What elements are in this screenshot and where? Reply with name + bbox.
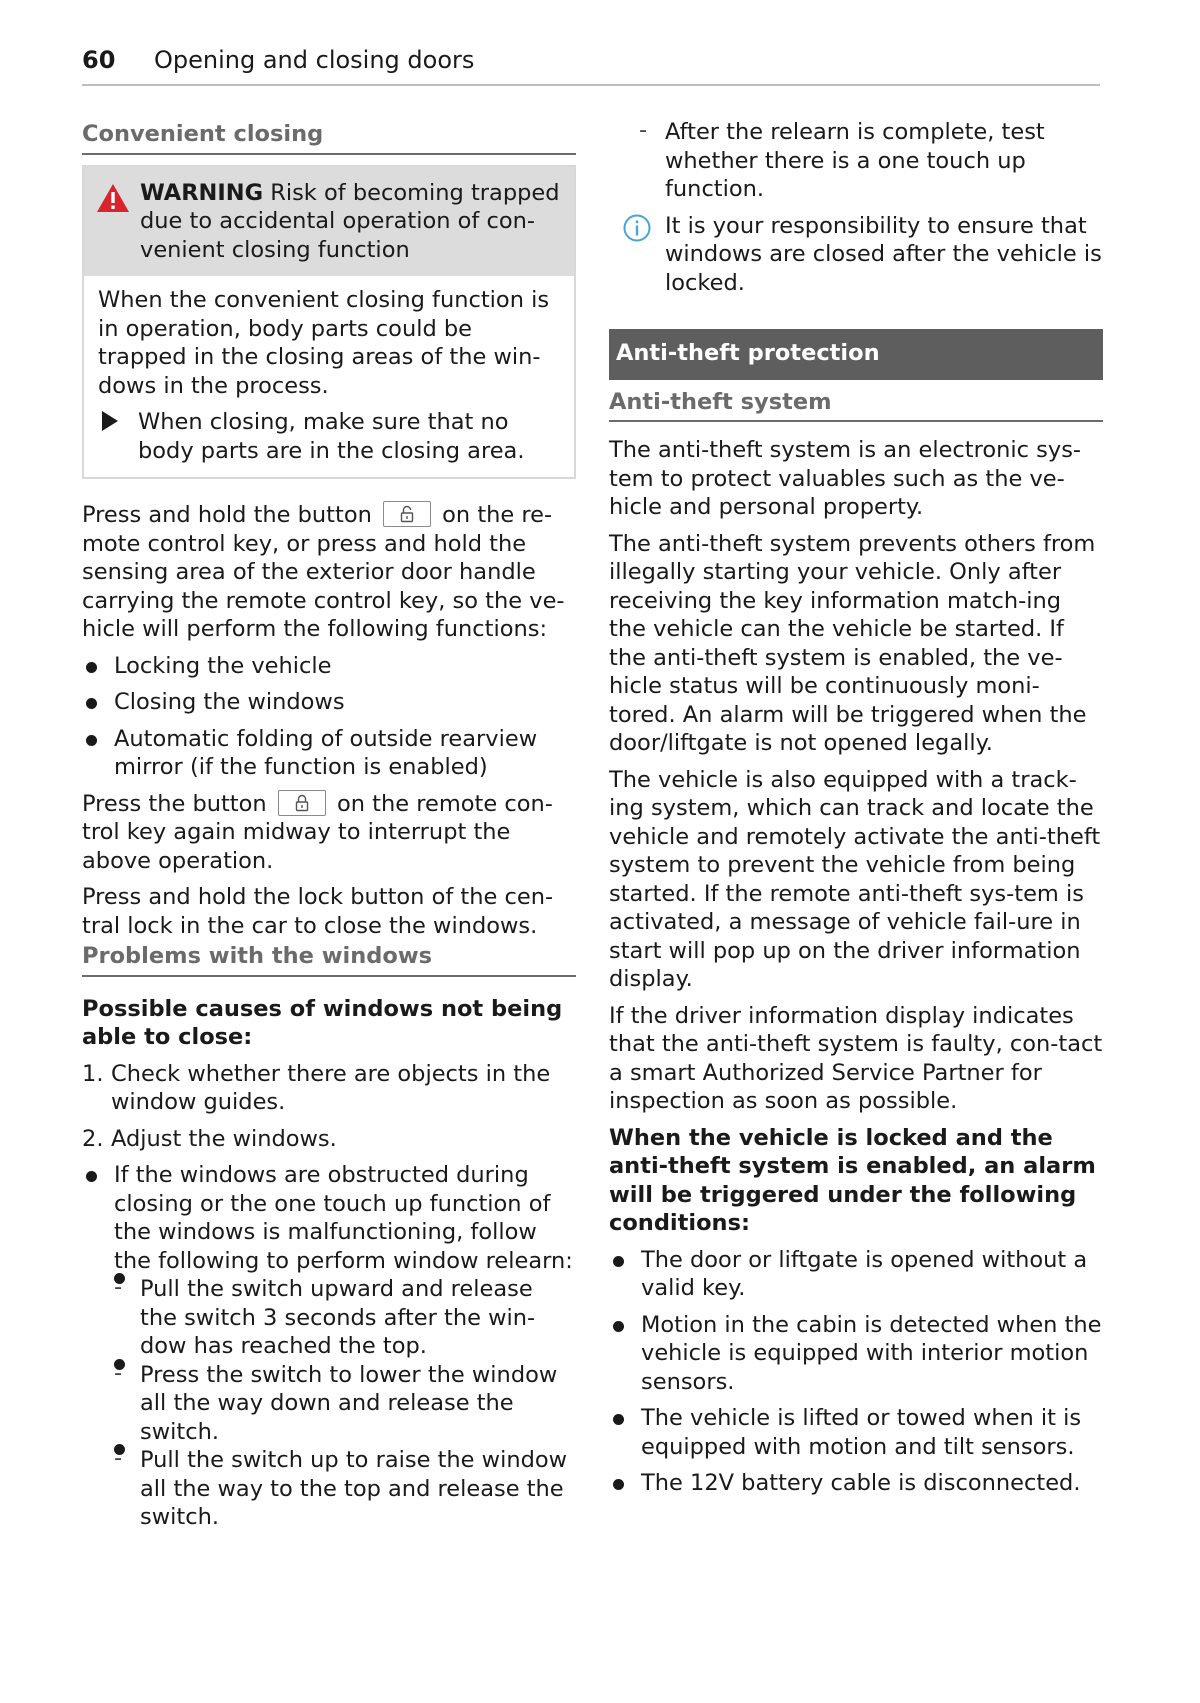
warning-box <box>82 165 576 480</box>
paragraph: The vehicle is also equipped with a track-ing system, which can track and locate the vehicle and remotely activate the anti-theft system to prevent the vehicle from being started. If the remote anti-theft sys-tem is activated, a message of vehicle fail-ure in start will pop up on the driver information display. <box>609 766 1101 992</box>
step-text: Adjust the windows. <box>111 1125 337 1152</box>
warning-action-text: When closing, make sure that no body parts are in the closing area. <box>138 409 525 464</box>
relearn-steps <box>114 1275 576 1532</box>
warning-label: WARNING <box>140 179 264 206</box>
problems-heading: Problems with the windows <box>82 942 576 977</box>
relearn-test-list <box>609 118 1103 204</box>
list-item: Locking the vehicle <box>82 652 576 681</box>
alarm-conditions-list <box>609 1246 1103 1498</box>
arrow-right-icon <box>102 411 118 431</box>
warning-body <box>84 276 574 477</box>
warning-title: Risk of becoming trapped due to accidental operation of con-venient closing function <box>140 179 560 263</box>
list-item <box>82 1060 576 1117</box>
relearn-list <box>82 1161 576 1532</box>
list-item: Closing the windows <box>82 688 576 717</box>
warning-action <box>98 408 560 465</box>
list-item: - Pull the switch upward and release the switch 3 seconds after the win-dow has reached the top. <box>114 1275 576 1361</box>
causes-heading: Possible causes of windows not being able to close: <box>82 995 563 1050</box>
list-item: - Press the switch to lower the window all the way down and release the switch. <box>114 1361 576 1447</box>
anti-theft-system-heading: Anti-theft system <box>609 388 1103 423</box>
page-number: 60 <box>82 46 116 74</box>
convenient-closing-heading: Convenient closing <box>82 120 576 155</box>
list-item: The 12V battery cable is disconnected. <box>609 1469 1103 1498</box>
list-item <box>82 1161 576 1532</box>
list-item: The vehicle is lifted or towed when it is equipped with motion and tilt sensors. <box>609 1404 1103 1461</box>
paragraph: If the driver information display indicates that the anti-theft system is faulty, con-tact a smart Authorized Service Partner for inspection as soon as possible. <box>609 1002 1103 1114</box>
functions-list <box>82 652 576 782</box>
list-item: Automatic folding of outside rearview mirror (if the function is enabled) <box>82 725 576 782</box>
warning-text: When the convenient closing function is in operation, body parts could be trapped in the closing areas of the win-dows in the process. <box>98 287 550 399</box>
list-item: - After the relearn is complete, test whether there is a one touch up function. <box>639 118 1103 204</box>
paragraph: The anti-theft system prevents others from illegally starting your vehicle. Only after receiving the key information match-ing the vehicle can the vehicle be started. If the anti-theft system is enabled, the ve-hicle status will be continuously moni-tored. An alarm will be triggered when the door/liftgate is not opened legally. <box>609 530 1096 756</box>
warning-header <box>84 167 574 277</box>
central-lock-paragraph: Press and hold the lock button of the cen-tral lock in the car to close the windows. <box>82 884 554 939</box>
press-again-paragraph <box>82 790 576 876</box>
chapter-title: Opening and closing doors <box>154 46 475 74</box>
info-icon <box>623 214 651 242</box>
page-header <box>82 44 1100 86</box>
lock-key-icon <box>278 790 326 816</box>
alarm-heading: When the vehicle is locked and the anti-theft system is enabled, an alarm will be triggered under the following conditions: <box>609 1124 1096 1236</box>
info-note <box>609 212 1103 298</box>
list-item: The door or liftgate is opened without a valid key. <box>609 1246 1103 1303</box>
step-number: 2. <box>82 1125 104 1152</box>
unlock-key-icon <box>383 501 431 527</box>
relearn-intro: If the windows are obstructed during closing or the one touch up function of the windows is malfunctioning, follow the following to perform window relearn: <box>114 1162 573 1274</box>
info-note-text: It is your responsibility to ensure that windows are closed after the vehicle is locked. <box>665 212 1102 296</box>
left-column <box>82 120 576 1540</box>
list-item: Motion in the cabin is detected when the vehicle is equipped with interior motion sensors. <box>609 1311 1103 1397</box>
step-number: 1. <box>82 1060 104 1087</box>
list-item: - Pull the switch up to raise the window all the way to the top and release the switch. <box>114 1446 576 1532</box>
press-again-text-after: on the remote con-trol key again midway to interrupt the above operation. <box>82 790 553 874</box>
step-text: Check whether there are objects in the window guides. <box>111 1060 551 1115</box>
paragraph: The anti-theft system is an electronic sys-tem to protect valuables such as the ve-hicle and personal property. <box>609 437 1082 520</box>
list-item <box>82 1125 576 1154</box>
warning-triangle-icon <box>96 183 130 213</box>
press-hold-text-before: Press and hold the button <box>82 502 380 528</box>
right-column <box>609 118 1103 1506</box>
press-hold-paragraph <box>82 501 576 644</box>
anti-theft-protection-heading: Anti-theft protection <box>609 329 1103 380</box>
steps-list <box>82 1060 576 1154</box>
press-again-text-before: Press the button <box>82 790 274 817</box>
press-hold-text-after: on the re-mote control key, or press and hold the sensing area of the exterior door handle carrying the remote control key, so the ve-hicle will perform the following functions: <box>82 502 565 642</box>
